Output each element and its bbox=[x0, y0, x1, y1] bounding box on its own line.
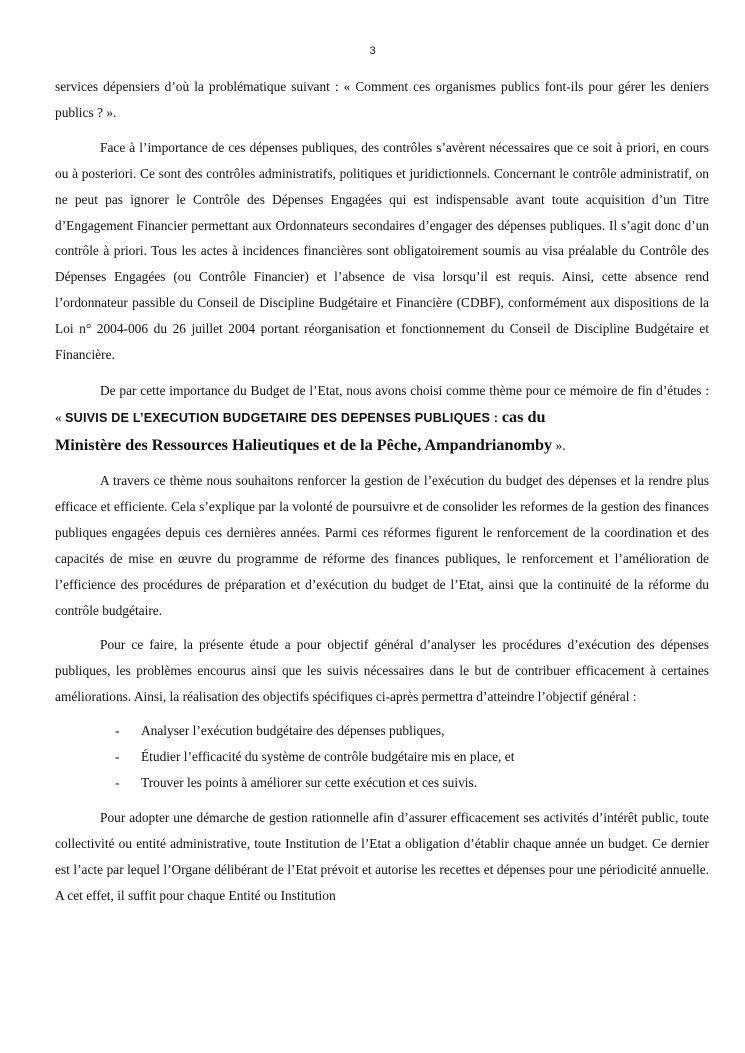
paragraph-problematique: services dépensiers d’où la problématique suivant : « Comment ces organismes publics font-ils pour gérer les deniers publics ? ». bbox=[55, 79, 709, 120]
list-bullet: - bbox=[115, 723, 120, 739]
list-bullet: - bbox=[115, 774, 120, 790]
list-item bbox=[55, 718, 709, 744]
list-item-text: Analyser l’exécution budgétaire des dépenses publiques, bbox=[141, 723, 445, 739]
page-number: 3 bbox=[369, 45, 376, 57]
paragraph-controles: Face à l’importance de ces dépenses publiques, des contrôles s’avèrent nécessaires que ce soit à priori, en cours ou à posteriori. Ce sont des contrôles administratifs, politiques et juridictionnels. Concernant le contrôle administratif, on ne peut pas ignorer le Contrôle des Dépenses Engagées qui est indispensable avant toute acquisition d’un Titre d’Engagement Financier permettant aux Ordonnateurs secondaires d’engager des dépenses publiques. Il s’agit donc d’un contrôle à priori. Tous les actes à incidences financières sont obligatoirement soumis au visa préalable du Contrôle des Dépenses Engagées (ou Contrôle Financier) et l’absence de visa lorsqu’il est requis. Ainsi, cette absence rend l’ordonnateur passible du Conseil de Discipline Budgétaire et Financière (CDBF), conformément aux dispositions de la Loi n° 2004-006 du 26 juillet 2004 portant réorganisation et fonctionnement du Conseil de Discipline Budgétaire et Financière. bbox=[55, 139, 709, 363]
objectives-list bbox=[55, 718, 709, 796]
theme-title: SUIVIS DE L’EXECUTION BUDGETAIRE DES DEPENSES PUBLIQUES : bbox=[65, 410, 502, 425]
list-item bbox=[55, 744, 709, 770]
paragraph-objectif-general: Pour ce faire, la présente étude a pour objectif général d’analyser les procédures d’exécution des dépenses publiques, les problèmes encourus ainsi que les suivis nécessaires dans le but de contribuer efficacement à certaines améliorations. Ainsi, la réalisation des objectifs spécifiques ci-après permettra d’atteindre l’objectif général : bbox=[55, 637, 709, 705]
list-item-text: Étudier l’efficacité du système de contrôle budgétaire mis en place, et bbox=[141, 749, 515, 765]
document-body bbox=[55, 74, 709, 908]
theme-ministry: Ministère des Ressources Halieutiques et de la Pêche, Ampandrianomby bbox=[55, 435, 553, 454]
paragraph-reformes: A travers ce thème nous souhaitons renforcer la gestion de l’exécution du budget des dépenses et la rendre plus efficace et efficiente. Cela s’explique par la volonté de poursuivre et de consolider les reformes de la gestion des finances publiques engagées depuis ces dernières années. Parmi ces réformes figurent le renforcement de la coordination et des capacités de mise en œuvre du programme de réforme des finances publiques, le renforcement et l’amélioration de l’efficience des procédures de préparation et d’exécution du budget de l’Etat, ainsi que la continuité de la réforme du contrôle budgétaire. bbox=[55, 472, 709, 618]
theme-case: cas du bbox=[501, 407, 546, 426]
theme-intro: De par cette importance du Budget de l’Etat, nous avons choisi comme thème pour ce mémoire de fin d’études : « bbox=[55, 382, 709, 425]
theme-close: ». bbox=[552, 437, 566, 453]
list-item-text: Trouver les points à améliorer sur cette exécution et ces suivis. bbox=[141, 774, 478, 790]
list-bullet: - bbox=[115, 749, 120, 765]
paragraph-theme bbox=[55, 377, 709, 459]
paragraph-budget: Pour adopter une démarche de gestion rationnelle afin d’assurer efficacement ses activités d’intérêt public, toute collectivité ou entité administrative, toute Institution de l’Etat a obligation d’établir chaque année un budget. Ce dernier est l’acte par lequel l’Organe délibérant de l’Etat prévoit et autorise les recettes et dépenses pour une périodicité annuelle. A cet effet, il suffit pour chaque Entité ou Institution bbox=[55, 809, 709, 903]
list-item bbox=[55, 770, 709, 796]
